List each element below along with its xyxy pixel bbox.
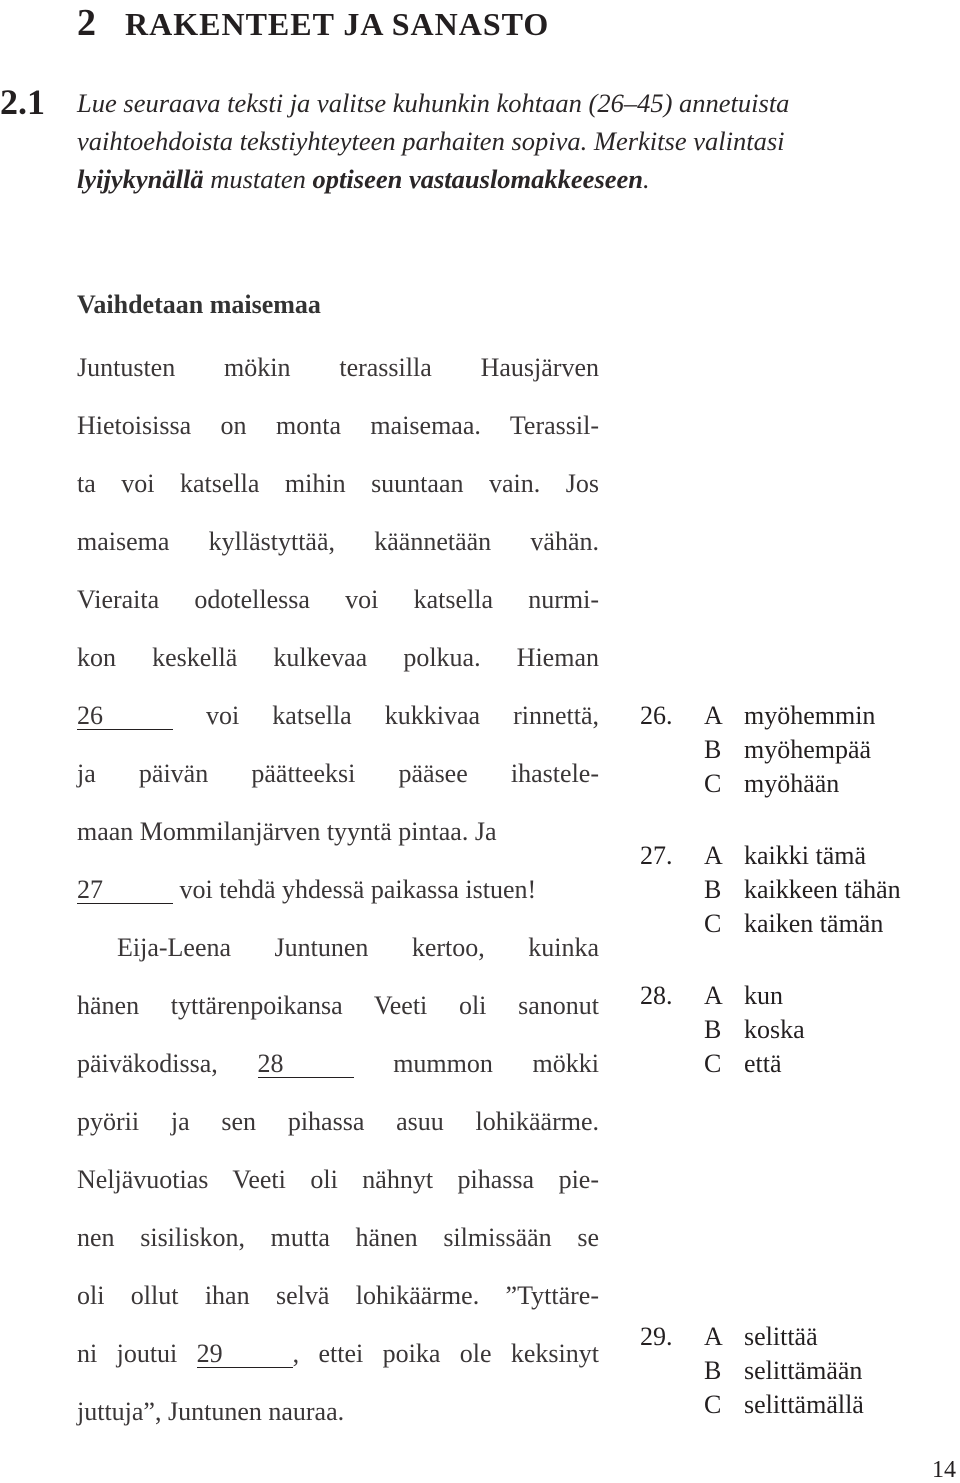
- text-line: Hietoisissa on monta maisemaa. Terassil-: [77, 411, 599, 440]
- task-number: 2.1: [0, 82, 45, 122]
- section-heading: [77, 0, 549, 47]
- option-text: kaikkeen tähän: [744, 875, 901, 904]
- question-number: 28.: [640, 981, 673, 1010]
- answer-option: [704, 979, 783, 1013]
- answer-option: [704, 1354, 862, 1388]
- answer-option: [704, 1388, 864, 1422]
- gap-blank: 27: [77, 877, 173, 904]
- option-letter: B: [704, 1015, 722, 1044]
- question-number: 26.: [640, 701, 673, 730]
- text-line: maan Mommilanjärven tyyntä pintaa. Ja: [77, 817, 497, 846]
- option-text: kaiken tämän: [744, 909, 884, 938]
- text-line: [77, 1337, 599, 1371]
- option-text: koska: [744, 1015, 805, 1044]
- task-instruction: [77, 84, 960, 198]
- option-letter: C: [704, 1049, 722, 1078]
- instruction-text: mustaten: [203, 164, 313, 194]
- option-letter: B: [704, 1356, 722, 1385]
- text-fragment: ni joutui: [77, 1339, 178, 1368]
- option-letter: A: [704, 981, 723, 1010]
- text-line: nen sisiliskon, mutta hänen silmissään se: [77, 1223, 599, 1252]
- text-title: Vaihdetaan maisemaa: [77, 290, 321, 319]
- text-line: Neljävuotias Veeti oli nähnyt pihassa pie-: [77, 1165, 599, 1194]
- option-text: selittämään: [744, 1356, 863, 1385]
- text-fragment: mummon mökki: [393, 1049, 599, 1078]
- option-letter: B: [704, 875, 722, 904]
- instruction-line: vaihtoehdoista tekstiyhteyteen parhaiten sopiva. Merkitse valintasi: [77, 126, 785, 156]
- instruction-bold: lyijykynällä: [77, 164, 204, 194]
- option-text: kaikki tämä: [744, 841, 867, 870]
- section-title: RAKENTEET JA SANASTO: [125, 6, 550, 42]
- option-letter: C: [704, 1390, 722, 1419]
- text-line: [77, 699, 599, 733]
- option-text: selittämällä: [744, 1390, 864, 1419]
- answer-option: [704, 907, 883, 941]
- option-letter: C: [704, 769, 722, 798]
- section-number: 2: [77, 2, 96, 44]
- answer-option: [704, 1013, 805, 1047]
- text-fragment: voi tehdä yhdessä paikassa istuen!: [179, 875, 537, 904]
- text-line: oli ollut ihan selvä lohikäärme. ”Tyttäre-: [77, 1281, 599, 1310]
- text-line: maisema kyllästyttää, käännetään vähän.: [77, 527, 599, 556]
- option-letter: A: [704, 841, 723, 870]
- answer-option: [704, 1047, 782, 1081]
- answer-option: [704, 839, 866, 873]
- gap-blank: 29: [197, 1341, 293, 1368]
- gap-blank: 26: [77, 703, 173, 730]
- page-number: 14: [932, 1457, 956, 1483]
- instruction-text: .: [643, 164, 650, 194]
- instruction-line: Lue seuraava teksti ja valitse kuhunkin kohtaan (26–45) annetuista: [77, 88, 790, 118]
- text-line: ja päivän päätteeksi pääsee ihastele-: [77, 759, 599, 788]
- question-number: 27.: [640, 841, 673, 870]
- question-number: 29.: [640, 1322, 673, 1351]
- text-fragment: , ettei poika ole keksinyt: [292, 1339, 599, 1368]
- answer-option: [704, 873, 901, 907]
- answer-option: [704, 733, 871, 767]
- text-line: [77, 1047, 599, 1081]
- option-text: selittää: [744, 1322, 818, 1351]
- instruction-line: [77, 160, 960, 198]
- option-text: että: [744, 1049, 782, 1078]
- option-letter: C: [704, 909, 722, 938]
- answer-option: [704, 767, 839, 801]
- text-line: Juntusten mökin terassilla Hausjärven: [77, 353, 599, 382]
- option-text: myöhemmin: [744, 701, 876, 730]
- text-line: Eija-Leena Juntunen kertoo, kuinka: [117, 933, 599, 962]
- text-line: hänen tyttärenpoikansa Veeti oli sanonut: [77, 991, 599, 1020]
- answer-option: [704, 1320, 818, 1354]
- option-letter: B: [704, 735, 722, 764]
- option-letter: A: [704, 1322, 723, 1351]
- option-text: myöhempää: [744, 735, 872, 764]
- gap-blank: 28: [258, 1051, 354, 1078]
- text-line: pyörii ja sen pihassa asuu lohikäärme.: [77, 1107, 599, 1136]
- text-line: juttuja”, Juntunen nauraa.: [77, 1397, 345, 1426]
- text-fragment: voi katsella kukkivaa rinnettä,: [206, 701, 599, 730]
- text-line: kon keskellä kulkevaa polkua. Hieman: [77, 643, 599, 672]
- option-text: kun: [744, 981, 783, 1010]
- text-line: [77, 873, 599, 907]
- option-text: myöhään: [744, 769, 840, 798]
- instruction-bold: optiseen vastauslomakkeeseen: [312, 164, 644, 194]
- text-line: ta voi katsella mihin suuntaan vain. Jos: [77, 469, 599, 498]
- text-line: Vieraita odotellessa voi katsella nurmi-: [77, 585, 599, 614]
- answer-option: [704, 699, 875, 733]
- text-fragment: päiväkodissa,: [77, 1049, 218, 1078]
- option-letter: A: [704, 701, 723, 730]
